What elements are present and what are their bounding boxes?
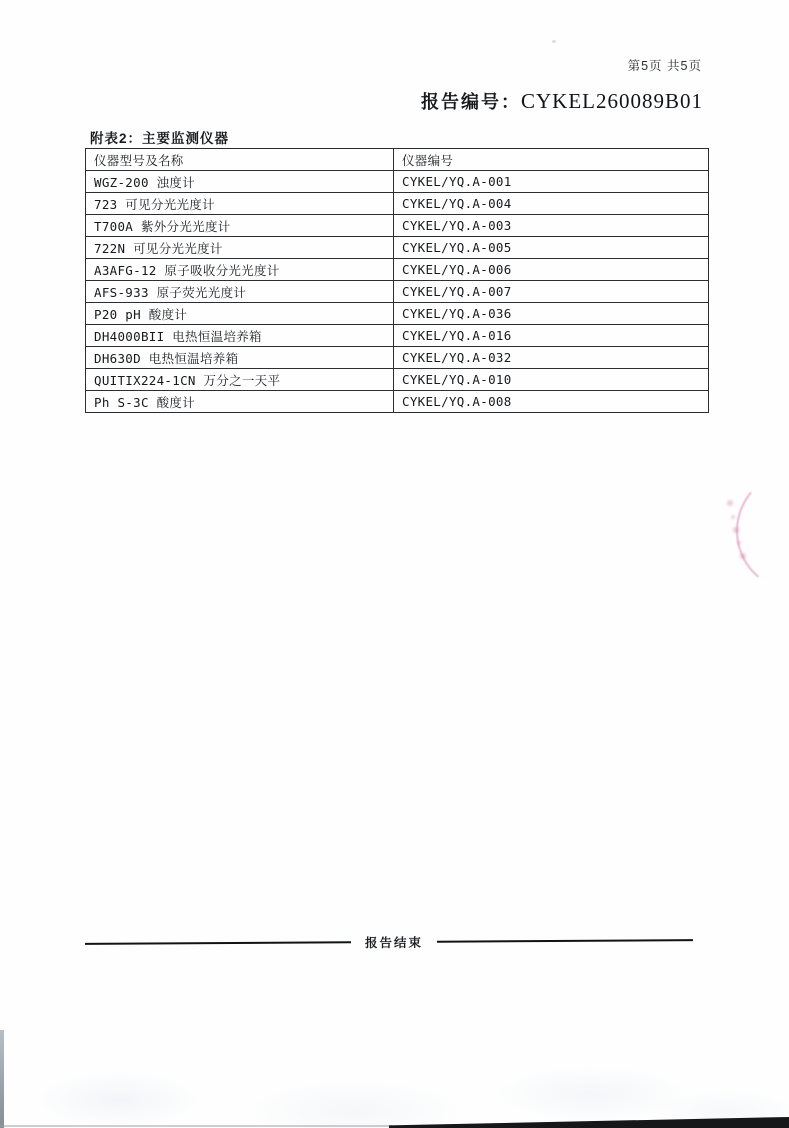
- table-row: [86, 281, 709, 303]
- report-end-label: 报告结束: [364, 935, 424, 951]
- table-row: [86, 171, 709, 193]
- instrument-model-cell: P20 pH 酸度计: [86, 303, 394, 325]
- instrument-code-cell: CYKEL/YQ.A-003: [394, 215, 709, 237]
- header-row: [86, 149, 709, 171]
- instrument-code-cell: CYKEL/YQ.A-032: [394, 347, 709, 369]
- instrument-table-body: [86, 171, 709, 413]
- instrument-table: [85, 148, 709, 413]
- column-header-0: 仪器型号及名称: [86, 149, 394, 171]
- instrument-model-cell: DH4000BII 电热恒温培养箱: [86, 325, 394, 347]
- instrument-model-cell: A3AFG-12 原子吸收分光光度计: [86, 259, 394, 281]
- scan-speck: [552, 40, 556, 43]
- table-row: [86, 325, 709, 347]
- table-row: [86, 237, 709, 259]
- instrument-code-cell: CYKEL/YQ.A-010: [394, 369, 709, 391]
- report-number-value: CYKEL260089B01: [521, 89, 703, 113]
- table-caption: 附表2：主要监测仪器: [90, 131, 230, 146]
- instrument-code-cell: CYKEL/YQ.A-008: [394, 391, 709, 413]
- instrument-model-cell: QUITIX224-1CN 万分之一天平: [86, 369, 394, 391]
- divider-line-right: [437, 939, 693, 943]
- table-row: [86, 391, 709, 413]
- instrument-code-cell: CYKEL/YQ.A-036: [394, 303, 709, 325]
- instrument-model-cell: Ph S-3C 酸度计: [86, 391, 394, 413]
- table-row: [86, 347, 709, 369]
- divider-line-left: [85, 941, 351, 945]
- column-header-1: 仪器编号: [394, 149, 709, 171]
- report-end-divider: [85, 931, 705, 953]
- instrument-model-cell: DH630D 电热恒温培养箱: [86, 347, 394, 369]
- stamp-glyph-marks: [727, 500, 733, 506]
- report-number-label: 报告编号：: [421, 92, 521, 112]
- instrument-code-cell: CYKEL/YQ.A-005: [394, 237, 709, 259]
- table-row: [86, 193, 709, 215]
- table-row: [86, 259, 709, 281]
- scan-edge-bottom-gray: [0, 1125, 392, 1127]
- instrument-code-cell: CYKEL/YQ.A-006: [394, 259, 709, 281]
- instrument-model-cell: WGZ-200 浊度计: [86, 171, 394, 193]
- paper-texture-mottle: [0, 1015, 789, 1128]
- instrument-model-cell: AFS-933 原子荧光光度计: [86, 281, 394, 303]
- instrument-model-cell: 723 可见分光光度计: [86, 193, 394, 215]
- table-row: [86, 303, 709, 325]
- scan-edge-bottom-dark: [389, 1116, 789, 1128]
- instrument-code-cell: CYKEL/YQ.A-004: [394, 193, 709, 215]
- instrument-model-cell: T700A 紫外分光光度计: [86, 215, 394, 237]
- report-number-line: [421, 88, 703, 114]
- scan-edge-left: [0, 1030, 4, 1128]
- instrument-code-cell: CYKEL/YQ.A-016: [394, 325, 709, 347]
- instrument-table-header: [86, 149, 709, 171]
- page-indicator: 第5页 共5页: [627, 59, 702, 73]
- table-row: [86, 215, 709, 237]
- instrument-code-cell: CYKEL/YQ.A-007: [394, 281, 709, 303]
- table-row: [86, 369, 709, 391]
- instrument-model-cell: 722N 可见分光光度计: [86, 237, 394, 259]
- instrument-code-cell: CYKEL/YQ.A-001: [394, 171, 709, 193]
- stamp-bleedthrough-arc: [731, 465, 789, 597]
